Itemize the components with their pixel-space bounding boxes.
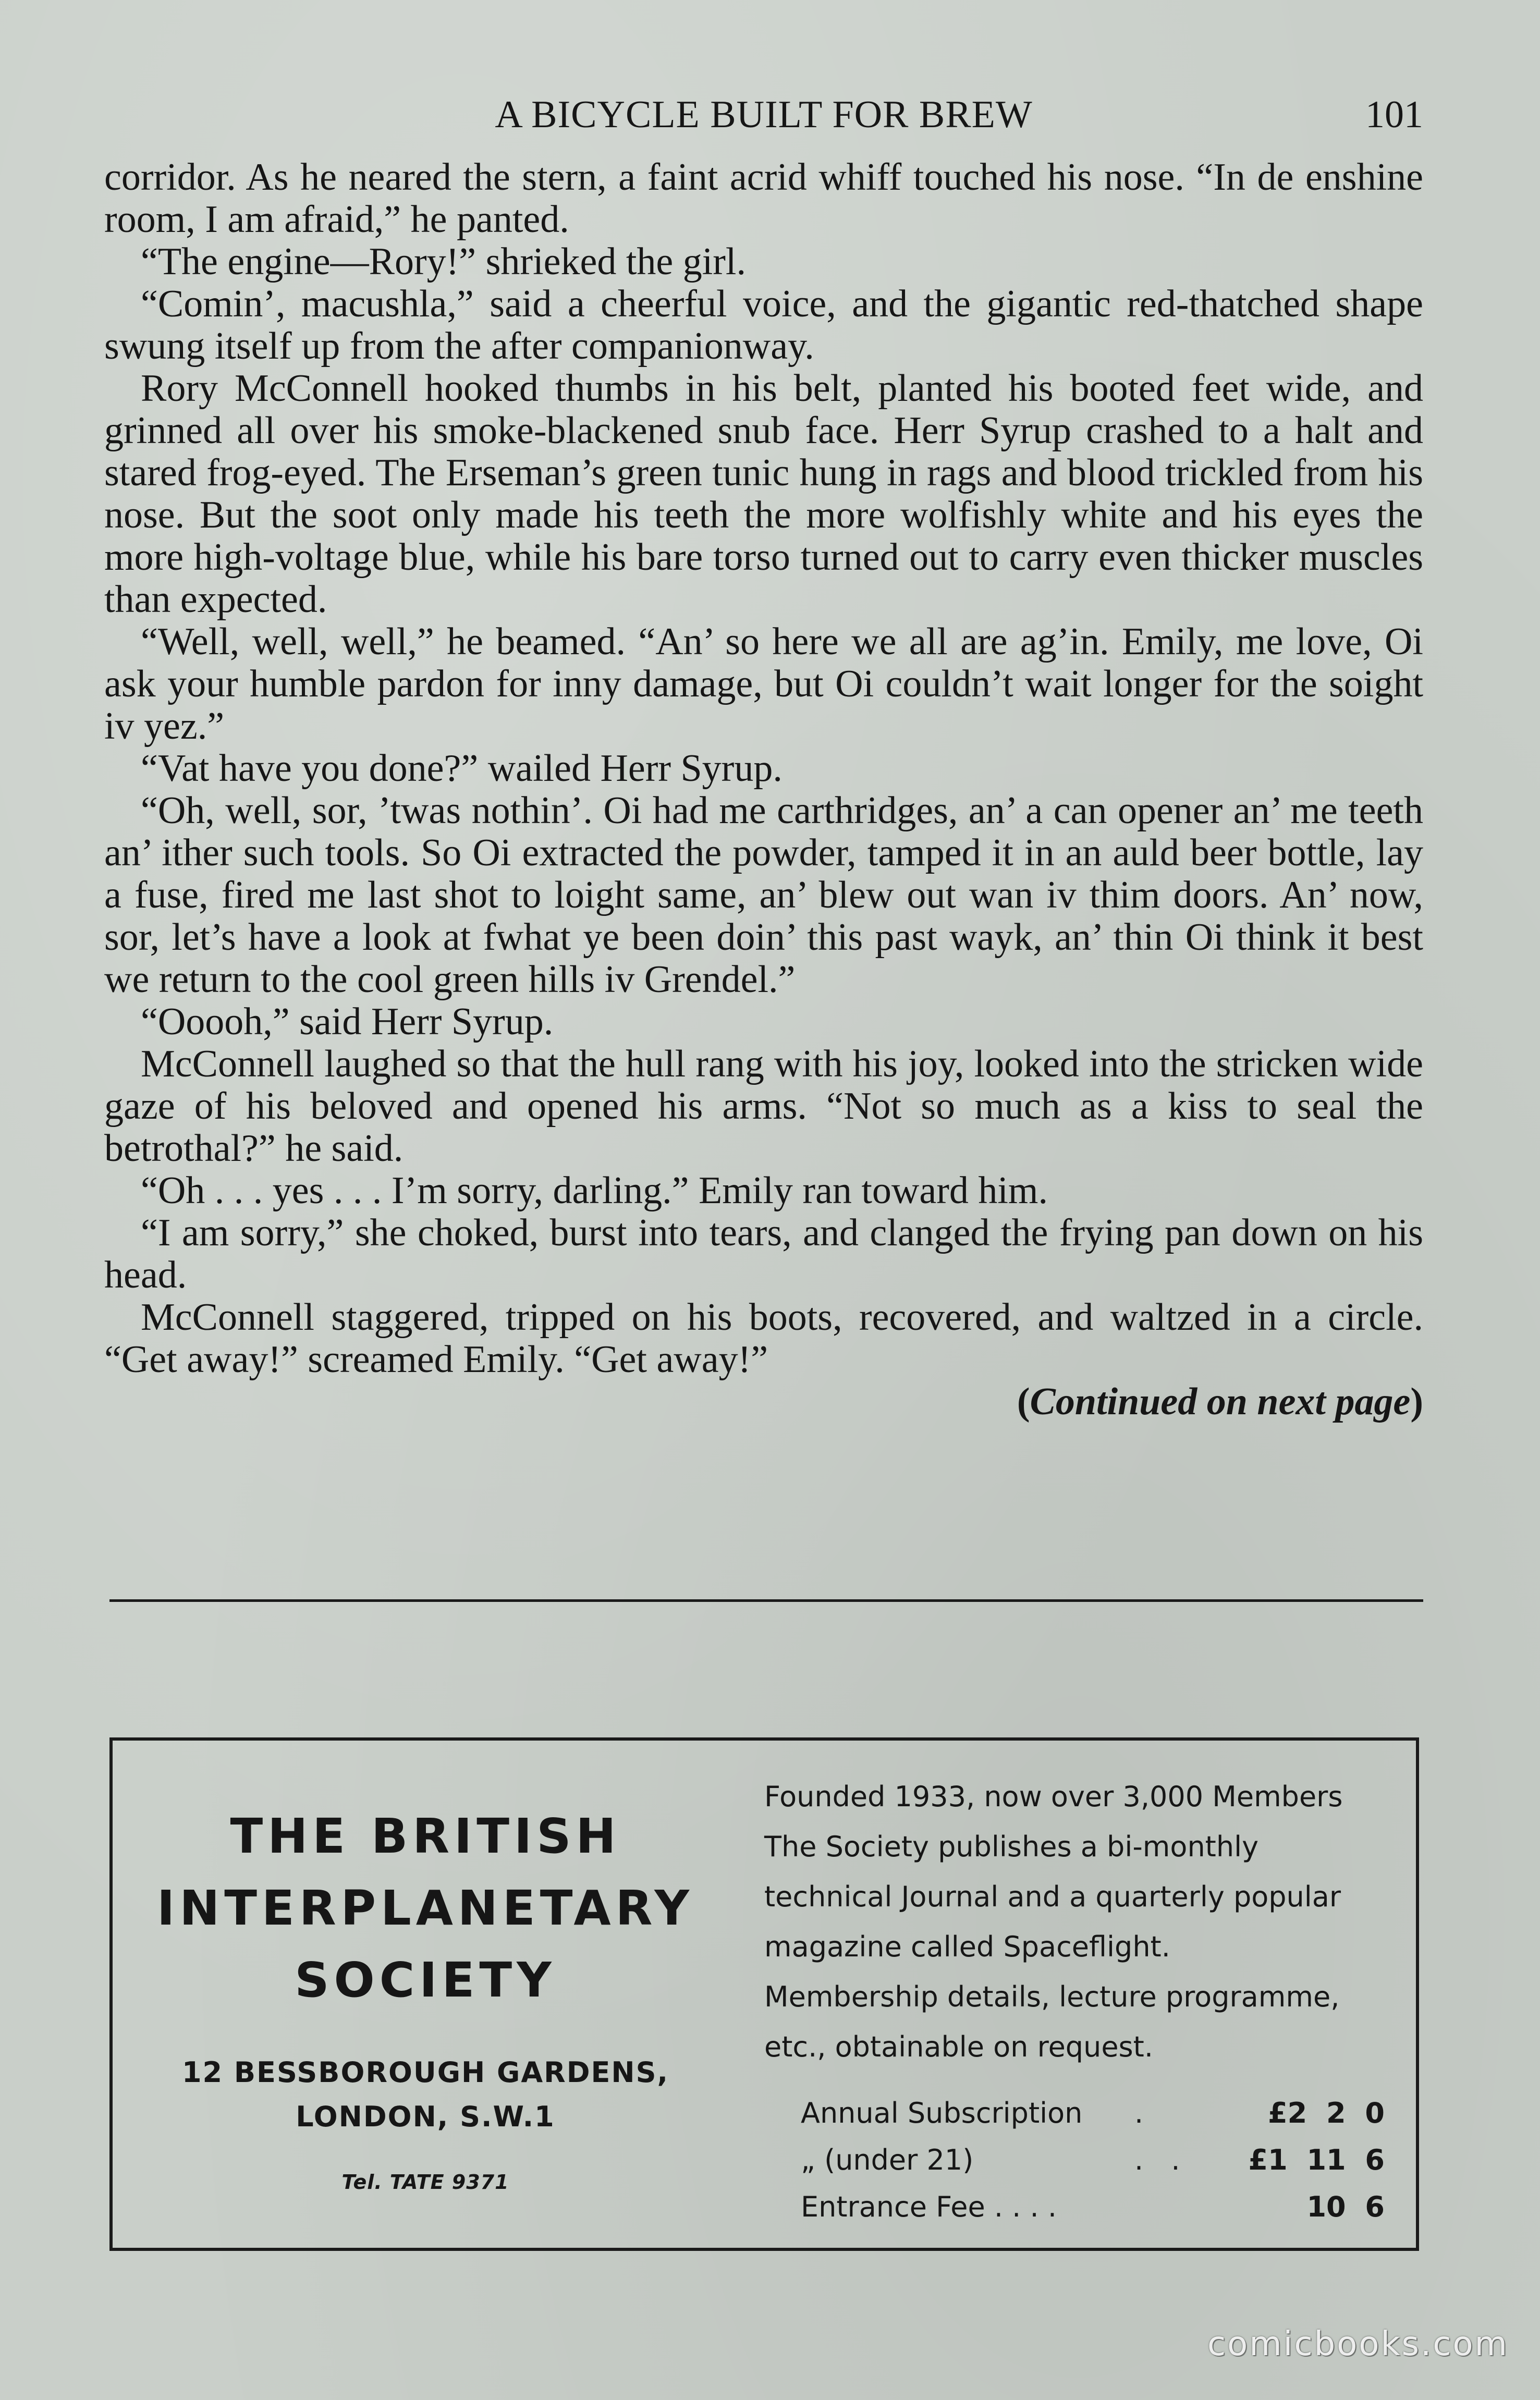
publications-text: The Society publishes a bi-monthly technical Journal and a quarterly popular magazine called Spaceflight. bbox=[764, 1830, 1341, 1963]
society-name-line: THE BRITISH bbox=[230, 1808, 621, 1864]
fee-amount: £2 2 0 bbox=[1268, 2097, 1385, 2129]
fee-leader: . . bbox=[1134, 2144, 1190, 2176]
fee-row bbox=[801, 2137, 1385, 2184]
telephone: Tel. TATE 9371 bbox=[341, 2171, 509, 2194]
society-name-line: INTERPLANETARY bbox=[156, 1880, 694, 1936]
story-paragraph: “The engine—Rory!” shrieked the girl. bbox=[141, 240, 746, 283]
fee-amount: £1 11 6 bbox=[1248, 2144, 1385, 2176]
running-title: A BICYCLE BUILT FOR BREW bbox=[495, 93, 1033, 136]
story-paragraph: Rory McConnell hooked thumbs in his belt, planted his booted feet wide, and grinned all over his smoke-blackened snub face. Herr Syrup crashed to a halt and stared frog-eyed. The Erseman’s green tunic hung in rags and blood trickled from his nose. But the soot only made his teeth the more wolfishly white and his eyes the more high-voltage blue, while his bare torso turned out to carry even thicker muscles than expected. bbox=[104, 367, 1423, 621]
section-divider bbox=[109, 1599, 1423, 1602]
story-paragraph: “I am sorry,” she choked, burst into tears, and clanged the frying pan down on his head. bbox=[104, 1211, 1423, 1296]
fee-amount: 10 6 bbox=[1306, 2190, 1385, 2223]
membership-text: Membership details, lecture programme, etc., obtainable on request. bbox=[764, 1980, 1340, 2063]
society-advertisement bbox=[109, 1737, 1419, 2251]
address-line-2: LONDON, S.W.1 bbox=[296, 2100, 555, 2133]
story-text bbox=[104, 156, 1423, 1423]
story-paragraph: “Oh, well, sor, ’twas nothin’. Oi had me carthridges, an’ a can opener an’ me teeth an’ ither such tools. So Oi extracted the powder, tamped it in an auld beer bottle, lay a fuse, fired me last shot to loight same, an’ blew out wan iv thim doors. An’ now, sor, let’s have a look at fwhat ye been doin’ this past wayk, an’ thin Oi think it best we return to the cool green hills iv Grendel.” bbox=[104, 789, 1423, 1001]
address-line-1: 12 BESSBOROUGH GARDENS, bbox=[181, 2056, 669, 2089]
site-watermark: comicbooks.com bbox=[1207, 2325, 1509, 2364]
continued-text: Continued on next page bbox=[1030, 1380, 1411, 1423]
story-paragraph: McConnell laughed so that the hull rang with his joy, looked into the stricken wide gaze of his beloved and opened his arms. “Not so much as a kiss to seal the betrothal?” he said. bbox=[104, 1043, 1423, 1170]
fee-row bbox=[801, 2090, 1385, 2137]
story-paragraph: “Vat have you done?” wailed Herr Syrup. bbox=[141, 747, 783, 790]
ad-left-panel bbox=[113, 1741, 738, 2248]
founded-text: Founded 1933, now over 3,000 Members bbox=[764, 1780, 1343, 1813]
fee-row bbox=[801, 2184, 1385, 2231]
story-paragraph: “Oh . . . yes . . . I’m sorry, darling.” Emily ran toward him. bbox=[141, 1169, 1048, 1212]
story-paragraph: “Well, well, well,” he beamed. “An’ so here we all are ag’in. Emily, me love, Oi ask your humble pardon for inny damage, but Oi couldn’t wait longer for the soight iv yez.” bbox=[104, 620, 1423, 748]
fee-table bbox=[801, 2090, 1385, 2231]
story-paragraph: McConnell staggered, tripped on his boots, recovered, and waltzed in a circle. “Get away!” screamed Emily. “Get away!” bbox=[104, 1296, 1423, 1381]
story-paragraph: corridor. As he neared the stern, a faint acrid whiff touched his nose. “In de enshine room, I am afraid,” he panted. bbox=[104, 156, 1423, 241]
society-name-line: SOCIETY bbox=[295, 1952, 556, 2008]
fee-leader: . bbox=[1134, 2097, 1153, 2129]
story-paragraph: “Comin’, macushla,” said a cheerful voice, and the gigantic red-thatched shape swung itself up from the after companionway. bbox=[104, 283, 1423, 368]
ad-right-panel bbox=[764, 1772, 1390, 2072]
page-number: 101 bbox=[1365, 93, 1423, 136]
fee-label: Entrance Fee . . . . bbox=[801, 2190, 1057, 2223]
story-paragraph: “Ooooh,” said Herr Syrup. bbox=[141, 1000, 554, 1043]
fee-label: „ (under 21) bbox=[801, 2144, 974, 2176]
society-name bbox=[113, 1801, 738, 2016]
page-header bbox=[104, 93, 1423, 140]
continued-note: (Continued on next page) bbox=[1017, 1380, 1423, 1423]
fee-label: Annual Subscription bbox=[801, 2097, 1083, 2129]
